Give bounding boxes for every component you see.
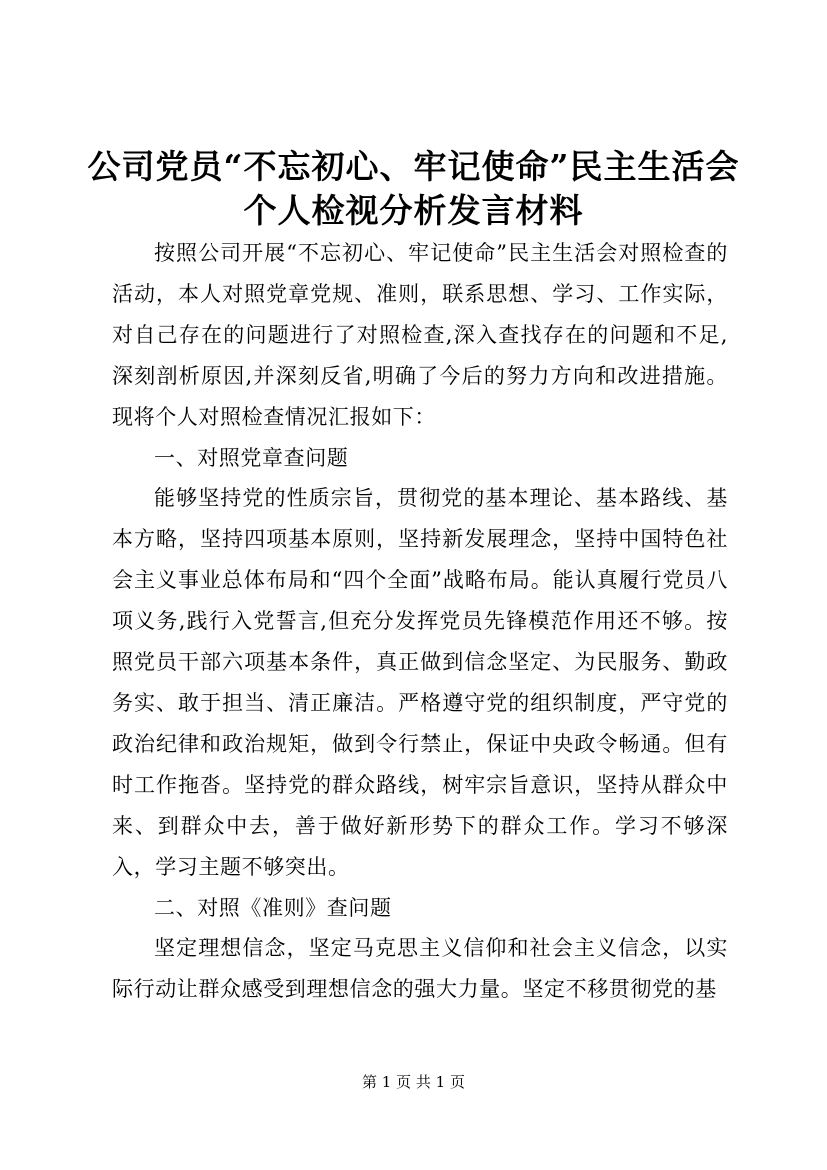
paragraph-intro: 按照公司开展“不忘初心、牢记使命”民主生活会对照检查的活动，本人对照党章党规、准则，联系思想、学习、工作实际，对自己存在的问题进行了对照检查,深入查找存在的问题和不足,深刻剖析原因,并深刻反省,明确了今后的努力方向和改进措施。现将个人对照检查情况汇报如下： xyxy=(112,241,728,429)
title-line-1: 公司党员“不忘初心、牢记使命”民主生活会 xyxy=(87,147,740,186)
document-title xyxy=(80,145,747,233)
page-number: 第 1 页 共 1 页 xyxy=(362,1073,465,1091)
title-line-2: 个人检视分析发言材料 xyxy=(243,191,584,230)
document-body xyxy=(112,233,728,1010)
section-heading-1: 一、对照党章查问题 xyxy=(154,445,349,470)
paragraph-section-2: 坚定理想信念，坚定马克思主义信仰和社会主义信念，以实际行动让群众感受到理想信念的强大力量。坚定不移贯彻党的基 xyxy=(112,936,728,1002)
paragraph-section-1: 能够坚持党的性质宗旨，贯彻党的基本理论、基本路线、基本方略，坚持四项基本原则，坚持新发展理念，坚持中国特色社会主义事业总体布局和“四个全面”战略布局。能认真履行党员八项义务,践行入党誓言,但充分发挥党员先锋模范作用还不够。按照党员干部六项基本条件，真正做到信念坚定、为民服务、勤政务实、敢于担当、清正廉洁。严格遵守党的组织制度，严守党的政治纪律和政治规矩，做到令行禁止，保证中央政令畅通。但有时工作拖沓。坚持党的群众路线，树牢宗旨意识，坚持从群众中来、到群众中去，善于做好新形势下的群众工作。学习不够深入，学习主题不够突出。 xyxy=(112,486,728,879)
section-heading-2: 二、对照《准则》查问题 xyxy=(154,895,392,920)
